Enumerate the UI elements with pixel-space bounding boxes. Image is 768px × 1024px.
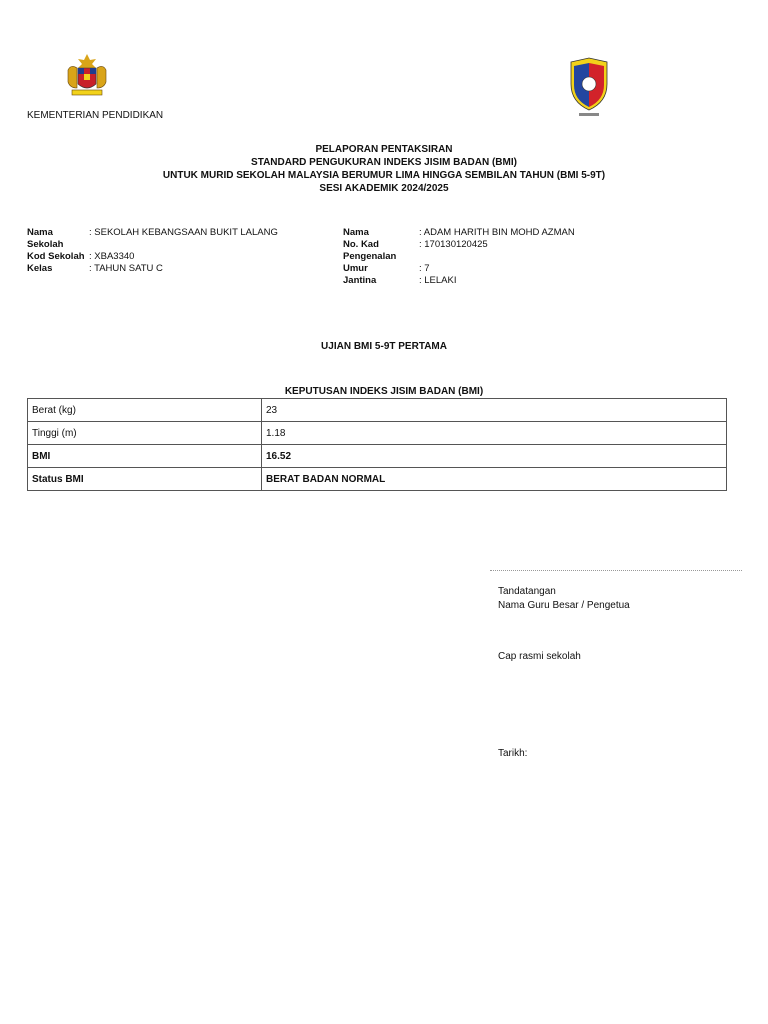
signature-label: Tandatangan: [498, 586, 556, 597]
height-label: Tinggi (m): [28, 422, 262, 445]
height-value: 1.18: [262, 422, 727, 445]
age-label: Umur: [343, 263, 368, 274]
results-table: [27, 398, 727, 491]
student-name-label: Nama: [343, 227, 369, 238]
table-row: [28, 399, 727, 422]
class-value: : TAHUN SATU C: [89, 263, 163, 274]
bmi-status-value: BERAT BADAN NORMAL: [262, 468, 727, 491]
signature-line: [490, 570, 742, 571]
report-title-2: STANDARD PENGUKURAN INDEKS JISIM BADAN (BMI): [251, 157, 517, 168]
school-badge-logo: [567, 56, 611, 120]
weight-value: 23: [262, 399, 727, 422]
coat-of-arms-logo: [62, 52, 112, 98]
student-info-row: [343, 239, 575, 263]
report-title-4: SESI AKADEMIK 2024/2025: [319, 183, 449, 194]
school-info: [27, 227, 278, 275]
school-code-label: Kod Sekolah: [27, 251, 85, 262]
school-info-row: [27, 227, 278, 251]
report-title-1: PELAPORAN PENTAKSIRAN: [315, 144, 453, 155]
weight-label: Berat (kg): [28, 399, 262, 422]
student-info: [343, 227, 575, 287]
ic-number-label: No. Kad Pengenalan: [343, 239, 397, 262]
principal-name-label: Nama Guru Besar / Pengetua: [498, 600, 630, 611]
report-titles: [0, 143, 768, 195]
school-stamp-label: Cap rasmi sekolah: [498, 651, 581, 662]
date-label: Tarikh:: [498, 748, 528, 759]
student-info-row: [343, 275, 575, 287]
report-title-3: UNTUK MURID SEKOLAH MALAYSIA BERUMUR LIMA HINGGA SEMBILAN TAHUN (BMI 5-9T): [162, 170, 606, 181]
school-name-label: Nama Sekolah: [27, 227, 64, 250]
signature-block: [498, 585, 630, 613]
age-value: : 7: [419, 263, 430, 274]
table-row: [28, 468, 727, 491]
ic-number-value: : 170130120425: [419, 239, 488, 250]
gender-value: : LELAKI: [419, 275, 457, 286]
bmi-value: 16.52: [262, 445, 727, 468]
table-row: [28, 422, 727, 445]
student-info-row: [343, 227, 575, 239]
school-code-value: : XBA3340: [89, 251, 135, 262]
class-label: Kelas: [27, 263, 53, 274]
gender-label: Jantina: [343, 275, 377, 286]
student-info-row: [343, 263, 575, 275]
results-title: KEPUTUSAN INDEKS JISIM BADAN (BMI): [284, 386, 484, 397]
school-info-row: [27, 263, 278, 275]
student-name-value: : ADAM HARITH BIN MOHD AZMAN: [419, 227, 575, 238]
test-title: UJIAN BMI 5-9T PERTAMA: [321, 341, 447, 352]
school-info-row: [27, 251, 278, 263]
table-row: [28, 445, 727, 468]
school-name-value: : SEKOLAH KEBANGSAAN BUKIT LALANG: [89, 227, 278, 238]
bmi-label: BMI: [28, 445, 262, 468]
bmi-status-label: Status BMI: [28, 468, 262, 491]
ministry-name: KEMENTERIAN PENDIDIKAN: [27, 110, 164, 121]
